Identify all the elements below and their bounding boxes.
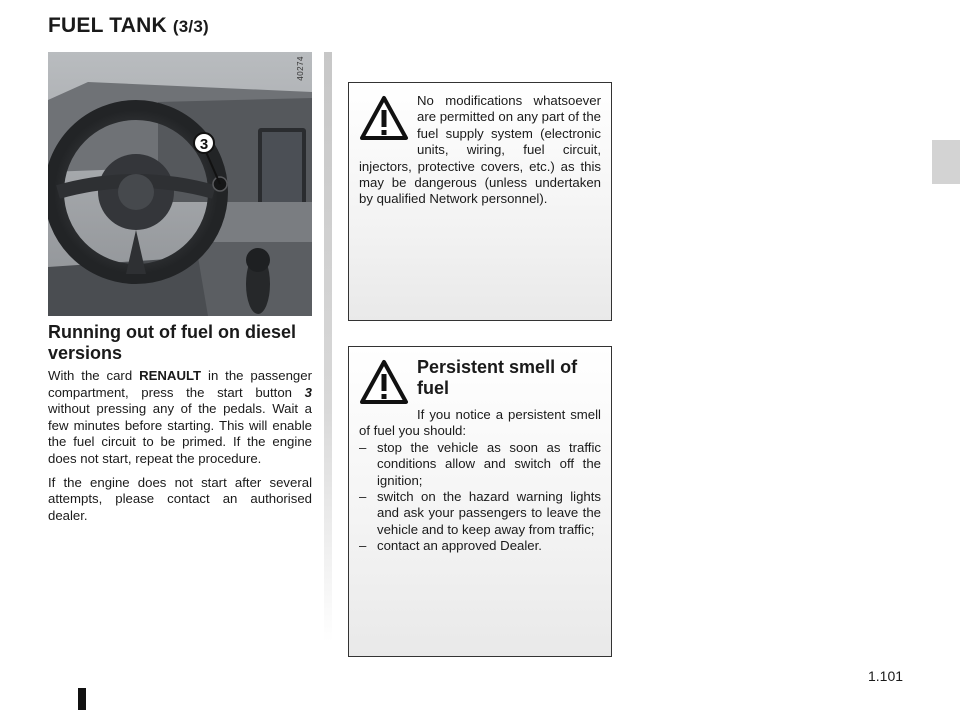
warning-text-modifications: No modifications whatsoever are permitted on any part of the fuel supply system (electronic units, wiring, fuel circuit, injectors, protective covers, etc.) as this may be dangerous (unless undertaken by qualified Network personnel).: [359, 93, 602, 207]
list-dash: –: [359, 538, 367, 554]
dashboard-illustration: [48, 52, 312, 316]
column-divider: [324, 52, 332, 642]
left-column-text: [48, 368, 312, 531]
paragraph-start-procedure: [48, 368, 312, 468]
list-item-text: stop the vehicle as soon as traffic conditions allow and switch off the ignition;: [377, 439, 601, 488]
p1-text-c: without pressing any of the pedals. Wait a few minutes before starting. This will enable the fuel circuit to be primed. If the engine does not start, repeat the procedure.: [48, 401, 312, 466]
warning-title-fuel-smell: Persistent smell of fuel: [417, 357, 578, 398]
p1-text-a: With the card: [48, 368, 140, 383]
list-item: [359, 440, 601, 489]
chapter-tab: [932, 140, 960, 184]
paragraph-contact-dealer: If the engine does not start after several attempts, please contact an authorised dealer.: [48, 474, 312, 523]
page-title-text: FUEL TANK: [48, 14, 167, 37]
page-part: (3/3): [172, 17, 209, 36]
warning-intro-fuel-smell: If you notice a persistent smell of fuel you should:: [359, 407, 601, 439]
page-number: 1.101: [868, 668, 904, 684]
dashboard-photo: [48, 52, 312, 316]
warning-box-fuel-smell: [348, 346, 612, 657]
list-item: [359, 489, 601, 538]
section-heading: Running out of fuel on diesel versions: [48, 322, 296, 363]
warning-triangle-icon: [359, 95, 409, 141]
p1-text-b: in the passenger compartment, press the start button: [48, 368, 312, 400]
start-button-callout: 3: [199, 136, 209, 153]
brand-name: RENAULT: [139, 368, 202, 383]
page-title: [48, 14, 209, 38]
list-item-text: contact an approved Dealer.: [377, 538, 542, 554]
list-item-text: switch on the hazard warning lights and ask your passengers to leave the vehicle and to keep away from traffic;: [377, 489, 601, 537]
list-item: [359, 538, 601, 554]
warning-triangle-icon: [359, 359, 409, 405]
fuel-smell-steps: [359, 440, 601, 555]
figure-reference: 40274: [296, 56, 305, 81]
list-dash: –: [359, 439, 367, 455]
warning-box-modifications: [348, 82, 612, 321]
button-number: 3: [304, 384, 312, 400]
crop-mark: [78, 688, 86, 710]
list-dash: –: [359, 489, 367, 505]
